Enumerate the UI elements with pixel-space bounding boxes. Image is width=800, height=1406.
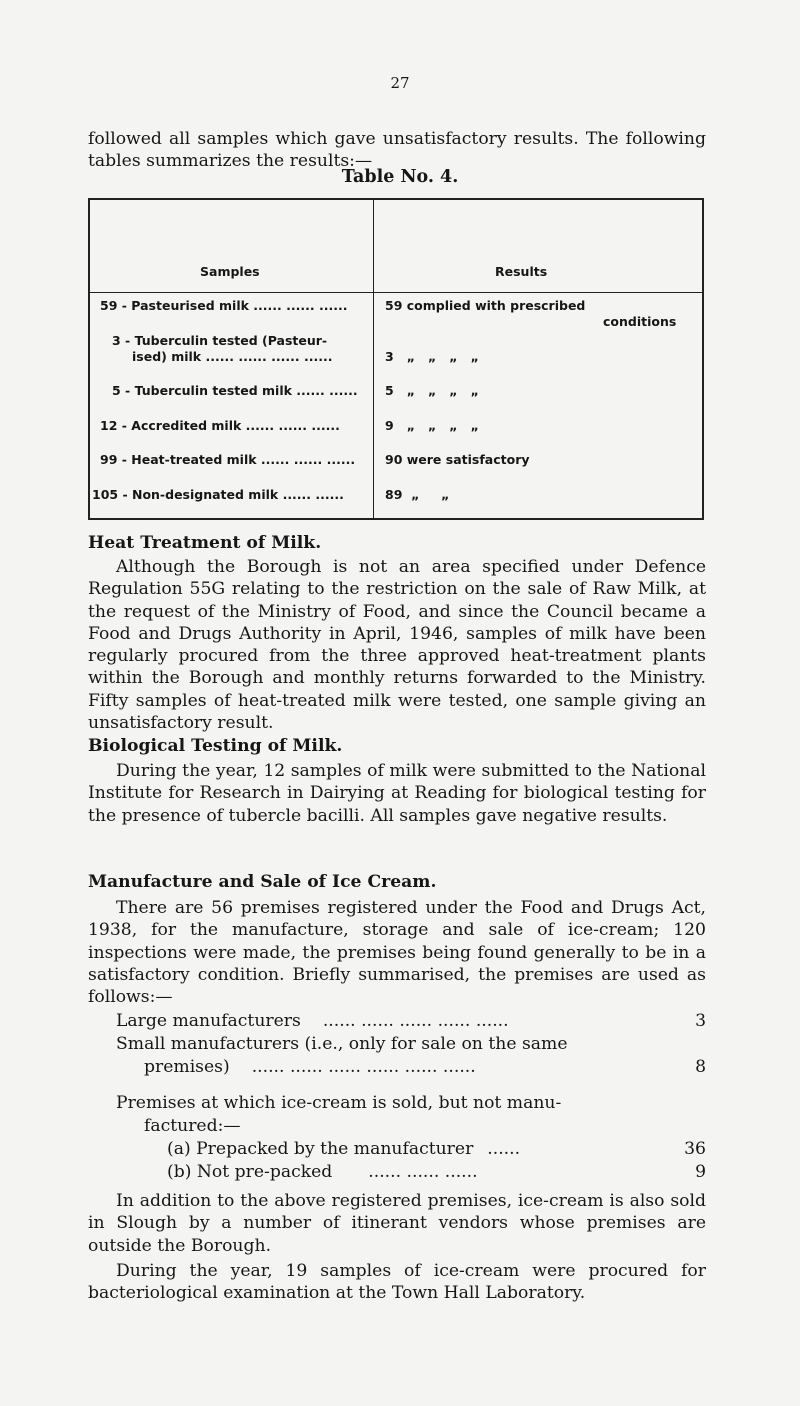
list-item [144,1115,706,1137]
heading-ice-cream: Manufacture and Sale of Ice Cream. [88,872,437,892]
table-row-sample: 59 - Pasteurised milk ...... ...... ...... [100,298,348,313]
paragraph-biological-testing: During the year, 12 samples of milk were submitted to the National Institute for Research in Dairying at Reading for biological testing for the presence of tubercle bacilli. All samples gave negative results. [88,761,706,826]
paragraph-ice-cream-samples: During the year, 19 samples of ice-cream were procured for bacteriological examination at the Town Hall Laboratory. [88,1261,706,1304]
list-item [167,1161,706,1183]
table-row-result: 59 complied with prescribed [385,298,586,313]
prepacked-count: 36 [684,1139,706,1159]
list-item [116,1033,706,1055]
table-row-sample: 12 - Accredited milk ...... ...... ...... [100,418,340,433]
small-manufacturers-label: Small manufacturers (i.e., only for sale on the same [116,1034,568,1054]
list-item [116,1092,706,1114]
table-row-sample: 105 - Non-designated milk ...... ...... [92,487,344,502]
table-caption: Table No. 4. [341,167,459,187]
large-manufacturers-label: Large manufacturers [116,1011,301,1031]
page-number: 27 [390,74,410,92]
paragraph-itinerant-vendors: In addition to the above registered premises, ice-cream is also sold in Slough by a number of itinerant vendors whose premises are outside the Borough. [88,1191,706,1256]
table-header-results: Results [495,264,548,279]
not-prepacked-count: 9 [695,1162,706,1182]
list-item [116,1010,706,1032]
leader-dots: ...... ...... ...... [368,1162,478,1182]
small-manufacturers-label-cont: premises) [144,1057,230,1077]
table-row-result: 9 „ „ „ „ [385,418,479,433]
leader-dots: ...... ...... ...... ...... ...... [322,1011,509,1031]
table-header-divider [90,292,702,293]
table-header-samples: Samples [200,264,260,279]
paragraph-ice-cream: There are 56 premises registered under the Food and Drugs Act, 1938, for the manufacture, storage and sale of ice-cream; 120 inspections were made, the premises being found generally to be in a satisfactory condition. Briefly summarised, the premises are used as follows:— [88,898,706,1008]
paragraph-heat-treatment: Although the Borough is not an area specified under Defence Regulation 55G relating to the restriction on the sale of Raw Milk, at the request of the Ministry of Food, and since the Council became a Food and Drugs Authority in April, 1946, samples of milk have been regularly procured from the three approved heat-treatment plants within the Borough and monthly returns forwarded to the Ministry. Fifty samples of heat-treated milk were tested, one sample giving an unsatisfactory result. [88,557,706,734]
leader-dots: ...... ...... ...... ...... ...... ...... [251,1057,476,1077]
table-row-result: 89 „ „ [385,487,450,502]
table-row-sample-cont: ised) milk ...... ...... ...... ...... [132,349,333,364]
small-manufacturers-count: 8 [695,1057,706,1077]
results-table [88,198,704,520]
sold-premises-label: Premises at which ice-cream is sold, but not manu- [116,1093,562,1113]
not-prepacked-label: (b) Not pre-packed [167,1162,333,1182]
leader-dots: ...... [487,1139,521,1159]
heading-biological-testing: Biological Testing of Milk. [88,736,343,756]
table-row-result: 5 „ „ „ „ [385,383,479,398]
table-row-result: 90 were satisfactory [385,452,530,467]
table-row-sample: 99 - Heat-treated milk ...... ...... ...... [100,452,356,467]
table-column-divider [373,200,374,518]
sold-premises-label-cont: factured:— [144,1116,241,1136]
list-item [167,1138,706,1160]
table-row-result: 3 „ „ „ „ [385,349,479,364]
table-row-result-cont: conditions [603,314,677,329]
intro-paragraph: followed all samples which gave unsatisfactory results. The following tables summarizes the results:— [88,129,706,172]
prepacked-label: (a) Prepacked by the manufacturer [167,1139,474,1159]
table-row-sample: 3 - Tuberculin tested (Pasteur- [112,333,328,348]
large-manufacturers-count: 3 [695,1011,706,1031]
heading-heat-treatment: Heat Treatment of Milk. [88,533,322,553]
list-item [144,1056,706,1078]
table-row-sample: 5 - Tuberculin tested milk ...... ...... [112,383,358,398]
